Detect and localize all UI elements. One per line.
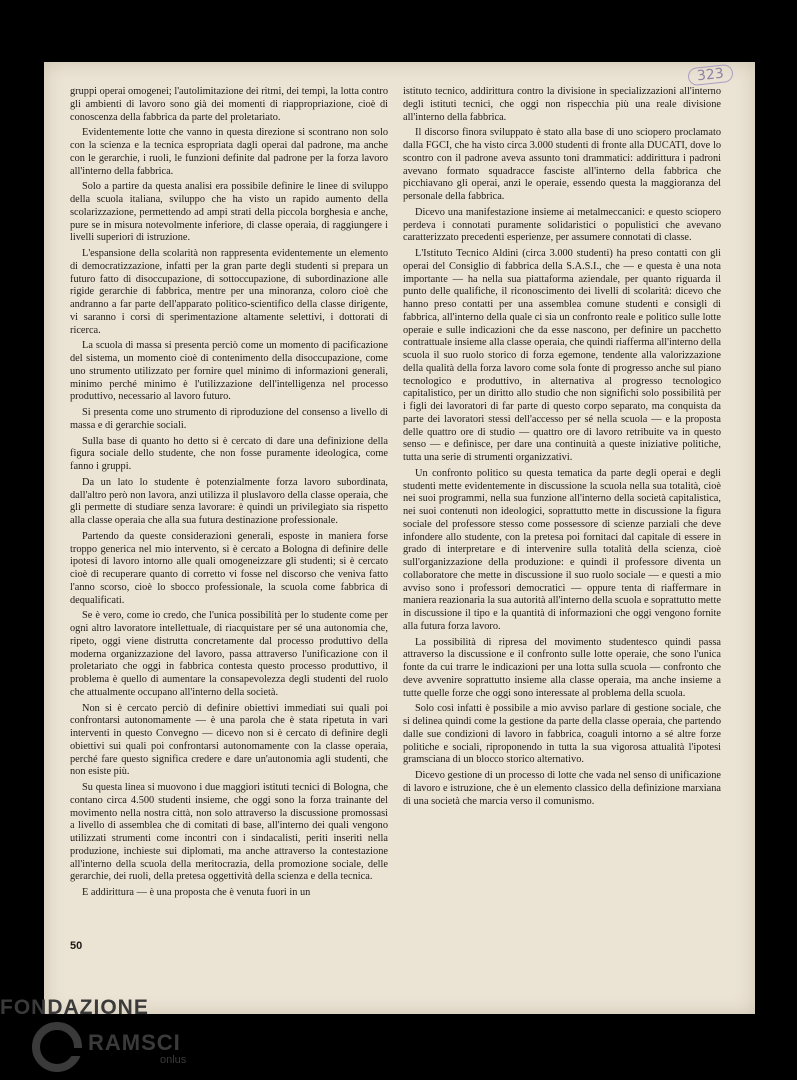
paragraph: Un confronto politico su questa tematica da parte degli operai e degli studenti mette evidentemente in discussione la scuola nella sua totalità, cioè nei suoi programmi, nella sua funzione all'interno della società capitalistica, nei suoi contenuti non ideologici, soprattutto mette in discussione la figura sociale del professore stesso come possessore di scienze parziali che deve infondere allo studente, con la pretesa poi fornitaci dal capitale di essere in grado di interpretare e di intervenire sulla totalità della scienza, cioè sull'organizzazione della produzione: e quindi il professore diventa un collaboratore che mette in discussione il suo ruolo sociale — e questi a mio avviso sono i professori democratici — oppure tenta di riaffermare in maniera reazionaria la sua autorità all'interno della scuola e soprattutto mette in discussione il tipo e la quantità di informazioni che oggi vengono fornite alla futura forza lavoro. <box>403 467 721 632</box>
paragraph: Sulla base di quanto ho detto si è cercato di dare una definizione della figura sociale dello studente, che non fosse puramente ideologica, come fanno i gruppi. <box>70 435 388 472</box>
paragraph: Evidentemente lotte che vanno in questa direzione si scontrano non solo con la scienza e la tecnica espropriata dagli operai dal padrone, ma anche con le gerarchie, i ruoli, le funzioni definite dal padrone per la forza lavoro all'interno della fabbrica. <box>70 127 388 177</box>
watermark-foundation-text: FONDAZIONE <box>0 996 149 1019</box>
paragraph: La scuola di massa si presenta perciò come un momento di pacificazione del sistema, un momento cioè di contenimento della disoccupazione, come uno strumento utilizzato per fornire quel minimo di informazioni generali, minimo perché minimo è l'utilizzazione dell'intelligenza nel processo produttivo, necessario al lavoro futuro. <box>70 340 388 403</box>
paragraph: Solo così infatti è possibile a mio avviso parlare di gestione sociale, che si delinea quindi come la gestione da parte della classe operaia, che partendo dalle sue condizioni di lavoro in fabbrica, coaguli intorno a sé altre forze politiche e sociali, riproponendo in tutta la sua vigorosa attualità l'ipotesi gramsciana di un blocco storico alternativo. <box>403 703 721 766</box>
handwritten-archive-number: 323 <box>687 64 733 87</box>
paragraph: Dicevo gestione di un processo di lotte che vada nel senso di unificazione di lavoro e istruzione, che è un elemento classico della definizione marxiana di una società che marcia verso il comunismo. <box>403 770 721 807</box>
watermark-onlus-text: onlus <box>160 1054 187 1066</box>
paragraph: Se è vero, come io credo, che l'unica possibilità per lo studente come per ogni altro lavoratore intellettuale, di riacquistare per sé una autonomia che, ripeto, oggi viene distrutta concretamente dal processo produttivo della moderna organizzazione del lavoro, passa attraverso l'unificazione con il proletariato che oggi in fabbrica contesta questo processo produttivo, il problema è quello di aumentare la consapevolezza degli studenti del ruolo che attualmente occupano all'interno della società. <box>70 610 388 698</box>
paragraph: Su questa linea si muovono i due maggiori istituti tecnici di Bologna, che contano circa 4.500 studenti insieme, che oggi sono la forza trainante del movimento nella nostra città, non solo attraverso la discussione promossasi a livello di assemblea che di comitati di base, all'interno dei quali vengono utilizzati strumenti come incontri con i sindacalisti, periti inseriti nella produzione, inchieste sui diplomati, ma anche attraverso la contestazione all'interno della scuola della meritocrazia, della promozione sociale, delle gerarchie, dei ruoli, della pretesa oggettività della scienza e della tecnica. <box>70 782 388 883</box>
paragraph: Il discorso finora sviluppato è stato alla base di uno sciopero proclamato dalla FGCI, che ha visto circa 3.000 studenti di fronte alla DUCATI, dove lo scontro con il padrone aveva assunto toni drammatici: addirittura i padroni avevano formato squadracce fasciste all'interno della fabbrica che picchiavano gli operai, anzi le operaie, essendo questa la maggioranza del personale della fabbrica. <box>403 127 721 202</box>
paragraph: La possibilità di ripresa del movimento studentesco quindi passa attraverso la discussione e il confronto sulle lotte operaie, che sono l'unica fonte da cui trarre le indicazioni per una lotta sulla scuola — confronto che deve avvenire soprattutto insieme alla classe operaia, ma anche insieme a tutte quelle forze che oggi sono interessate al problema della scuola. <box>403 636 721 699</box>
paragraph: Si presenta come uno strumento di riproduzione del consenso a livello di massa e di gerarchie sociali. <box>70 407 388 431</box>
paragraph: L'Istituto Tecnico Aldini (circa 3.000 studenti) ha preso contatti con gli operai del Consiglio di fabbrica della S.A.S.I., che — e questa è una nota importante — ha nella sua piattaforma aziendale, per quanto riguarda il punto delle qualifiche, il riconoscimento dei livelli di scolarità: dicevo che hanno preso contatti per una assemblea comune studenti e consigli di fabbrica, all'interno della quale ci sia un confronto reale e politico sulle lotte operaie e sulle indicazioni che da esse nascono, per definire un pacchetto contrattuale insieme alla classe operaia, che quindi riafferma all'interno della scuola il suo ruolo storico di forza egemone, tendente alla valorizzazione della qualità della forza lavoro come sola fonte di progresso anche sul piano tecnologico e produttivo, in alternativa al progresso tecnologico capitalistico, per un diritto allo studio che non significhi solo possibilità per i figli dei lavoratori di far parte di questo corpo separato, ma conquista da parte dei lavoratori stessi dell'accesso per sé nella scuola — e la proposta delle quattro ore di studio — quattro ore di lavoro retribuite va in questo senso — e definisce, per dare una continuità a queste iniziative politiche, tutta una serie di strumenti organizzativi. <box>403 248 721 463</box>
paragraph: Dicevo una manifestazione insieme ai metalmeccanici: e questo sciopero perdeva i connotati puramente solidaristici o populistici che avevano caratterizzato precedenti esperienze, per assumere connotati di classe. <box>403 206 721 244</box>
paragraph: Da un lato lo studente è potenzialmente forza lavoro subordinata, dall'altro però non lavora, anzi utilizza il pluslavoro della classe operaia, che gli permette di studiare senza lavorare: è quindi un privilegiato sia rispetto alla classe operaia che alla sua futura destinazione professionale. <box>70 476 388 526</box>
paragraph: L'espansione della scolarità non rappresenta evidentemente un elemento di democratizzazione, infatti per la gran parte degli studenti si prepara un futuro fatto di disoccupazione, di sottoccupazione, di subordinazione alle rigide gerarchie di fabbrica, mentre per una minoranza, coloro cioè che andranno a far parte dell'apparato politico-scientifico della classe dirigente, vi saranno i corsi di sperimentazione altamente selettivi, i dottorati di ricerca. <box>70 248 388 336</box>
watermark-gramsci-text: RAMSCI <box>88 1030 181 1055</box>
page-number: 50 <box>70 940 83 952</box>
gramsci-g-logo-icon <box>32 1022 82 1072</box>
paragraph: Solo a partire da questa analisi era possibile definire le linee di sviluppo della scuola italiana, sviluppo che ha visto un rapido aumento della scolarizzazione, permettendo ad ampi strati della piccola borghesia e anche, pure se in misura notevolmente inferiore, di classe operaia, di raggiungere i livelli superiori di istruzione. <box>70 181 388 244</box>
paragraph: Non si è cercato perciò di definire obiettivi immediati sui quali poi confrontarsi autonomamente — è una parola che è stata ripetuta in vari interventi in questo Convegno — dicevo non si è cercato di definire degli obiettivi sui quali poi confrontarsi autonomamente con la classe operaia, perché fare questo significa credere e dare un'autonomia agli studenti, che non esiste più. <box>70 702 388 778</box>
left-text-column <box>70 86 388 903</box>
right-text-column <box>403 86 721 811</box>
paragraph: Partendo da queste considerazioni generali, esposte in maniera forse troppo generica nel mio intervento, si è cercato a Bologna di definire delle ipotesi di lavoro intorno alle quali omogeneizzare gli studenti; si è cercato cioè di recuperare quanto di corretto vi fosse nel discorso che veniva fatto l'anno scorso, cioè lo sbocco professionale, la scuola come fabbrica di dequalificati. <box>70 530 388 606</box>
paragraph: istituto tecnico, addirittura contro la divisione in specializzazioni all'interno degli istituti tecnici, che oggi non rispecchia più una reale divisione all'interno della fabbrica. <box>403 86 721 123</box>
document-page <box>44 62 755 1014</box>
paragraph: E addirittura — è una proposta che è venuta fuori in un <box>82 887 311 898</box>
paragraph: gruppi operai omogenei; l'autolimitazione dei ritmi, dei tempi, la lotta contro gli ambienti di lavoro sono già dei momenti di riappropriazione, cioè di conoscenza della fabbrica da parte del proletariato. <box>70 86 388 123</box>
